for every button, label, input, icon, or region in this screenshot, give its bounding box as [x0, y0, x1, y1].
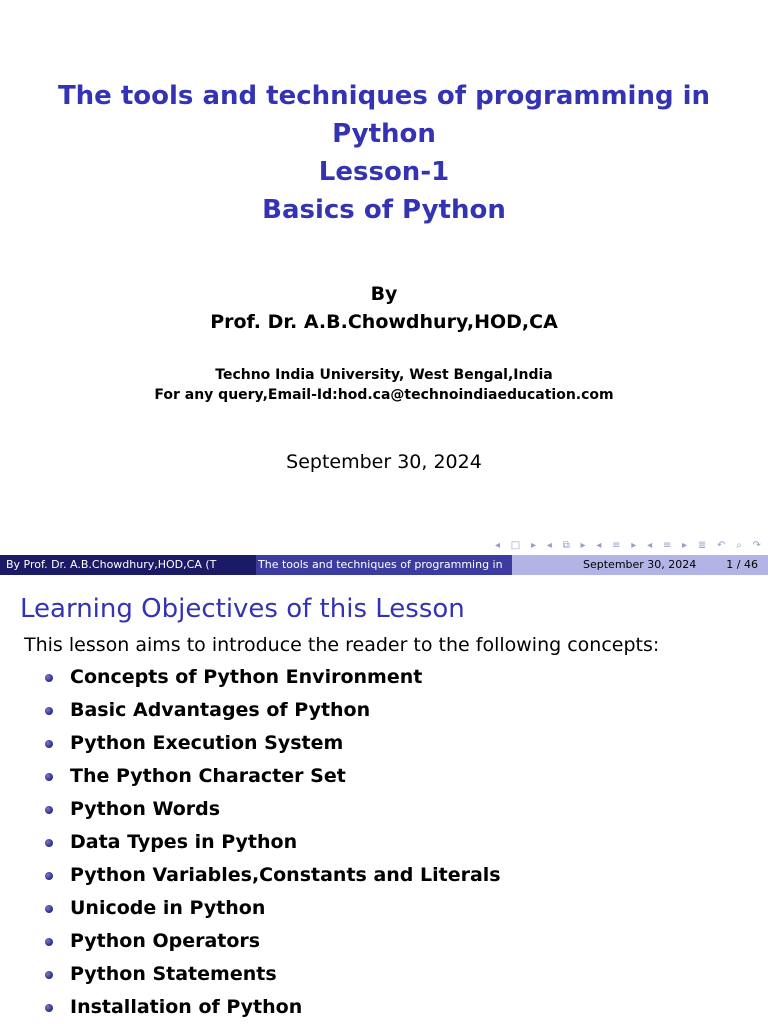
objective-text: Python Operators — [70, 930, 261, 952]
objective-text: Python Variables,Constants and Literals — [70, 864, 501, 886]
toc-icon[interactable]: ≣ — [697, 539, 707, 551]
frame-icon[interactable]: □ — [510, 539, 521, 551]
objective-text: Unicode in Python — [70, 897, 266, 919]
lesson-number: Lesson-1 — [318, 157, 450, 187]
objectives-list — [45, 661, 501, 1024]
bullet-icon — [45, 674, 53, 682]
slide-icon[interactable]: ≡ — [662, 539, 672, 551]
footer-info — [512, 555, 768, 575]
back-icon[interactable]: ↶ — [716, 539, 726, 551]
author-name: Prof. Dr. A.B.Chowdhury,HOD,CA — [210, 311, 558, 333]
list-item — [45, 991, 501, 1024]
next-slide-icon[interactable]: ▸ — [682, 539, 688, 551]
list-item — [45, 958, 501, 991]
contact-email: For any query,Email-Id:hod.ca@technoindiaeducation.com — [154, 387, 614, 403]
objective-text: Installation of Python — [70, 996, 303, 1018]
slide-title: Learning Objectives of this Lesson — [20, 594, 465, 624]
bullet-icon — [45, 773, 53, 781]
next-subsection-icon[interactable]: ▸ — [580, 539, 586, 551]
bullet-icon — [45, 872, 53, 880]
prev-frame-icon[interactable]: ◂ — [495, 539, 501, 551]
bullet-icon — [45, 1004, 53, 1012]
list-item — [45, 793, 501, 826]
by-label: By — [370, 283, 398, 305]
presentation-title — [0, 77, 768, 229]
next-section-icon[interactable]: ▸ — [631, 539, 637, 551]
list-item — [45, 694, 501, 727]
bullet-icon — [45, 806, 53, 814]
list-item — [45, 925, 501, 958]
author-block — [0, 280, 768, 336]
bullet-icon — [45, 740, 53, 748]
objective-text: The Python Character Set — [70, 765, 346, 787]
objective-text: Data Types in Python — [70, 831, 298, 853]
prev-subsection-icon[interactable]: ◂ — [546, 539, 552, 551]
next-frame-icon[interactable]: ▸ — [531, 539, 537, 551]
prev-section-icon[interactable]: ◂ — [596, 539, 602, 551]
search-icon[interactable]: ⌕ — [736, 539, 742, 551]
list-item — [45, 892, 501, 925]
list-item — [45, 760, 501, 793]
list-item — [45, 661, 501, 694]
objective-text: Concepts of Python Environment — [70, 666, 423, 688]
bullet-icon — [45, 971, 53, 979]
objective-text: Python Execution System — [70, 732, 344, 754]
bullet-icon — [45, 707, 53, 715]
footer-date: September 30, 2024 — [583, 558, 697, 571]
footer-title: The tools and techniques of programming in — [256, 555, 512, 575]
slide-footer — [0, 555, 768, 575]
intro-text: This lesson aims to introduce the reader to the following concepts: — [24, 634, 660, 656]
lesson-title: Basics of Python — [262, 195, 506, 225]
objective-text: Python Words — [70, 798, 221, 820]
institute-name: Techno India University, West Bengal,India — [215, 367, 553, 383]
institute-block — [0, 365, 768, 405]
footer-author: By Prof. Dr. A.B.Chowdhury,HOD,CA (T — [0, 555, 256, 575]
bullet-icon — [45, 938, 53, 946]
objective-text: Python Statements — [70, 963, 277, 985]
list-item — [45, 826, 501, 859]
bullet-icon — [45, 905, 53, 913]
prev-slide-icon[interactable]: ◂ — [647, 539, 653, 551]
subsection-icon[interactable]: ⧉ — [562, 539, 570, 551]
title-line: Python — [332, 119, 436, 149]
list-item — [45, 859, 501, 892]
section-icon[interactable]: ≡ — [612, 539, 621, 551]
title-line: The tools and techniques of programming in — [57, 81, 711, 111]
objective-text: Basic Advantages of Python — [70, 699, 371, 721]
presentation-date: September 30, 2024 — [286, 451, 482, 473]
bullet-icon — [45, 839, 53, 847]
page-number: 1 / 46 — [726, 558, 758, 571]
beamer-navigation — [495, 538, 761, 552]
list-item — [45, 727, 501, 760]
forward-icon[interactable]: ↷ — [752, 539, 761, 551]
